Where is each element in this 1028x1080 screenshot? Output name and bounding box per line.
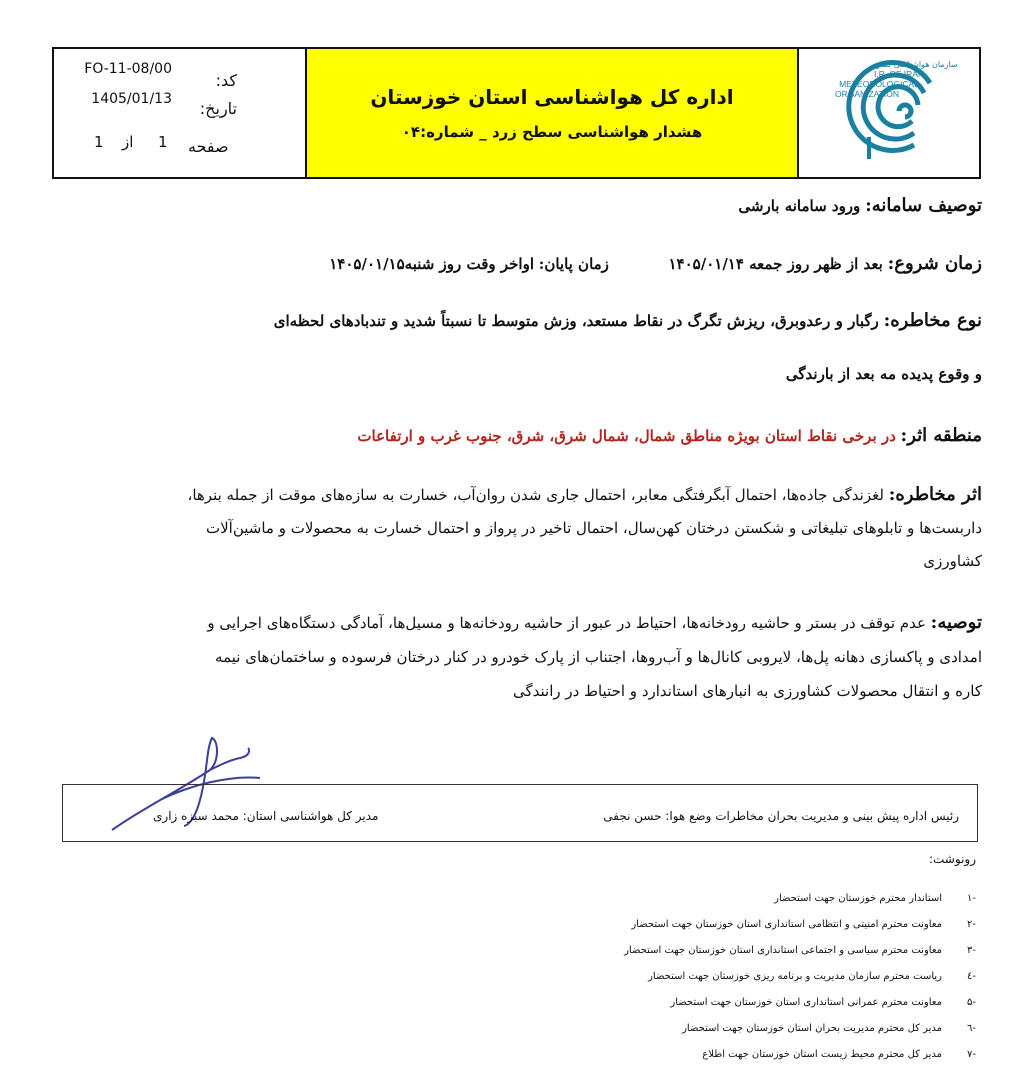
impact-line1: لغزندگی جاده‌ها، احتمال آبگرفتگی معابر، احتمال جاری شدن روان‌آب، خسارت به سازه‌های موقت از جمله بنرها، — [187, 486, 884, 504]
end-value: اواخر وقت روز شنبه۱۴۰۵/۰۱/۱۵ — [329, 255, 535, 273]
start-label: زمان شروع: — [887, 253, 982, 274]
document-meta — [54, 49, 307, 177]
region-value: در برخی نقاط استان بویژه مناطق شمال، شمال شرق، شرق، جنوب غرب و ارتفاعات — [357, 427, 896, 445]
logo-persian-text: سازمان هواشناسی کشور — [872, 60, 958, 69]
document-header — [52, 47, 981, 179]
copies-list — [624, 886, 976, 1068]
date-value: 1405/01/13 — [91, 91, 172, 107]
affected-region — [98, 420, 982, 452]
page-total: 1 — [94, 133, 104, 151]
list-item: -۲معاونت محترم امنیتی و انتظامی استانداری استان خوزستان جهت استحضار — [631, 919, 976, 930]
advice-line2: امدادی و پاکسازی دهانه پل‌ها، لایروبی کانال‌ها و آب‌روها، اجتناب از پارک خودرو در کنار درختان فرسوده و ساختمان‌های نیمه — [215, 648, 982, 666]
impact-label: اثر مخاطره: — [888, 484, 982, 505]
page-number: 1 — [158, 133, 168, 151]
impact-line2: داربست‌ها و تابلوهای تبلیغاتی و شکستن درختان کهن‌سال، احتمال تاخیر در پرواز و احتمال خسارت به محصولات و ماشین‌آلات — [205, 519, 982, 537]
advice-line3: کاره و انتقال محصولات کشاورزی به انبارهای استاندارد و احتیاط در رانندگی — [513, 682, 982, 700]
system-label: توصیف سامانه: — [865, 195, 982, 216]
logo-text-line3: ORGANIZATION — [834, 89, 900, 99]
system-description — [98, 190, 982, 222]
page-label: صفحه — [188, 137, 229, 156]
forecast-head-signature: رئیس اداره پیش بینی و مدیریت بحران مخاطرات وضع هوا: حسن نجفی — [603, 809, 959, 823]
list-item: -۱استاندار محترم خوزستان جهت استحضار — [774, 893, 976, 904]
list-item: -٦مدیر کل محترم مدیریت بحران استان خوزستان جهت استحضار — [682, 1023, 976, 1034]
recommendation — [98, 606, 982, 708]
office-title: اداره کل هواشناسی استان خوزستان — [370, 85, 734, 109]
logo-text-line1: I.R. OF IRAN — [873, 69, 925, 79]
of-label: از — [122, 133, 134, 151]
hazard-impact — [98, 478, 982, 578]
advice-label: توصیه: — [930, 612, 982, 633]
advice-line1: عدم توقف در بستر و حاشیه رودخانه‌ها، احتیاط در عبور از حاشیه رودخانه‌ها و مسیل‌ها، آمادگی دستگاه‌های اجرایی و — [207, 614, 926, 632]
impact-line3: کشاورزی — [923, 552, 982, 570]
list-item: -۵معاونت محترم عمرانی استانداری استان خوزستان جهت استحضار — [670, 997, 976, 1008]
hazard-type-label: نوع مخاطره: — [883, 310, 982, 331]
system-value: ورود سامانه بارشی — [738, 197, 861, 215]
region-label: منطقه اثر: — [900, 425, 982, 446]
date-label: تاریخ: — [199, 99, 237, 118]
director-general-signature: مدیر کل هواشناسی استان: محمد سبزه زاری — [153, 809, 379, 823]
hazard-type-line1: رگبار و رعدوبرق، ریزش تگرگ در نقاط مستعد، وزش متوسط تا نسبتاً شدید و تندبادهای لحظه‌ای — [273, 312, 879, 330]
hazard-type-line2: و وقوع پدیده مه بعد از بارندگی — [785, 365, 982, 383]
list-item: -۷مدیر کل محترم محیط زیست استان خوزستان جهت اطلاع — [702, 1049, 976, 1060]
logo-text-line2: METEOROLOGICAL — [839, 79, 919, 89]
logo-cell — [799, 49, 979, 177]
title-cell — [307, 49, 799, 177]
list-item: -۳معاونت محترم سیاسی و اجتماعی استانداری استان خوزستان جهت استحضار — [624, 945, 976, 956]
code-label: کد: — [215, 71, 237, 90]
signature-box — [62, 784, 978, 842]
timing-row — [98, 248, 982, 280]
copies-label: رونوشت: — [928, 852, 976, 866]
start-value: بعد از ظهر روز جمعه ۱۴۰۵/۰۱/۱۴ — [668, 255, 883, 273]
end-label: زمان پایان: — [538, 255, 609, 273]
warning-subtitle: هشدار هواشناسی سطح زرد _ شماره:۰۴ — [401, 123, 703, 141]
meteorological-organization-logo — [799, 49, 975, 177]
list-item: -٤ریاست محترم سازمان مدیریت و برنامه ریزی خوزستان جهت استحضار — [648, 971, 976, 982]
hazard-type — [98, 305, 982, 390]
code-value: FO-11-08/00 — [84, 61, 172, 77]
